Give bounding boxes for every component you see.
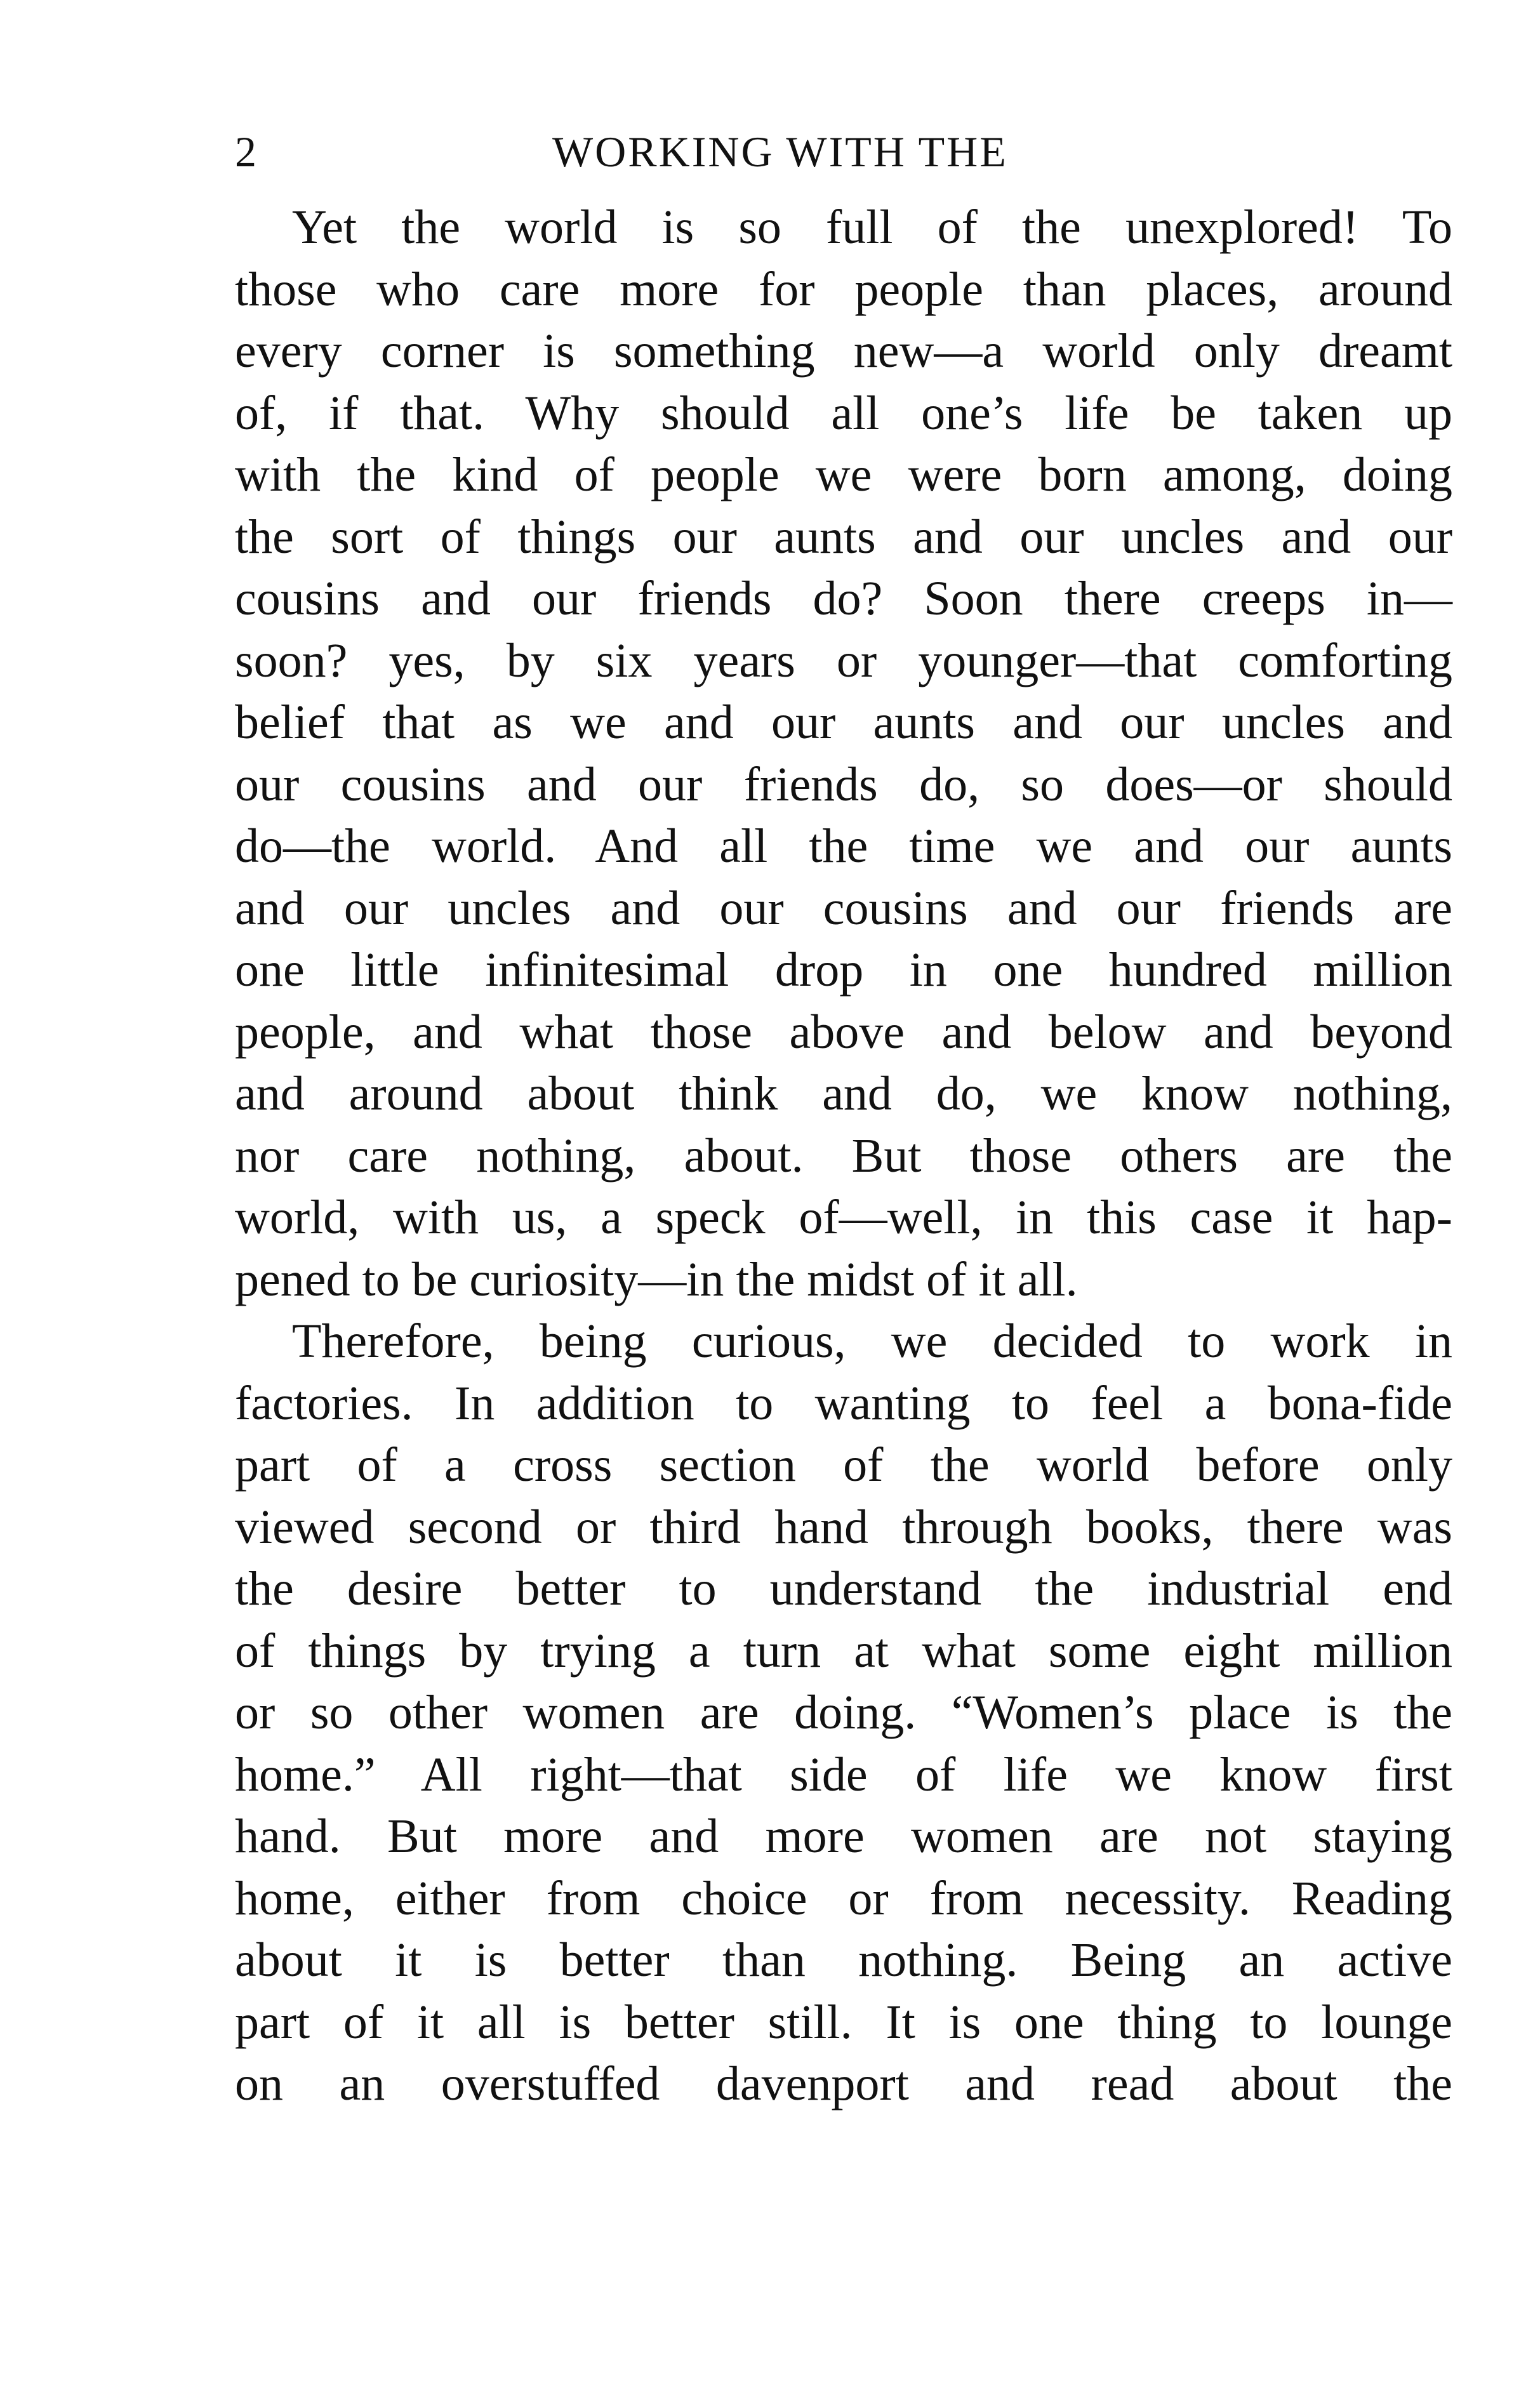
text-line: and our uncles and our cousins and our friends are [235,881,1452,935]
text-line: part of it all is better still. It is one thing to lounge [235,1995,1452,2049]
text-line: Yet the world is so full of the unexplored! To [292,201,1452,254]
text-line: soon? yes, by six years or younger—that comforting [235,633,1452,687]
text-line: viewed second or third hand through books, there was [235,1500,1452,1554]
text-line: cousins and our friends do? Soon there creeps in— [235,572,1452,625]
text-line: do—the world. And all the time we and our aunts [235,819,1452,873]
text-line: about it is better than nothing. Being an active [235,1933,1452,1987]
text-line: and around about think and do, we know nothing, [235,1067,1452,1120]
text-line: pened to be curiosity—in the midst of it all. [235,1252,1078,1306]
text-line: those who care more for people than places, around [235,262,1452,316]
text-line: one little infinitesimal drop in one hundred million [235,943,1452,997]
text-line: of things by trying a turn at what some eight million [235,1624,1452,1678]
text-line: Therefore, being curious, we decided to work in [292,1315,1452,1368]
text-line: our cousins and our friends do, so does—or should [235,757,1452,811]
text-line: part of a cross section of the world before only [235,1438,1452,1492]
text-line: the sort of things our aunts and our uncles and our [235,510,1452,564]
body-text [235,197,1452,2116]
text-line: hand. But more and more women are not staying [235,1810,1452,1863]
paragraph-2 [235,1311,1452,2116]
running-head [235,127,1452,197]
text-line: world, with us, a speck of—well, in this case it hap- [235,1191,1452,1244]
text-line: nor care nothing, about. But those others are the [235,1129,1452,1183]
text-line: the desire better to understand the industrial end [235,1562,1452,1615]
running-head-title: WORKING WITH THE [552,128,1008,176]
page-number: 2 [235,128,258,176]
text-line: of, if that. Why should all one’s life be taken up [235,386,1452,440]
text-line: people, and what those above and below and beyond [235,1005,1452,1059]
text-line: factories. In addition to wanting to feel a bona-fide [235,1376,1452,1430]
book-page [235,127,1452,2116]
paragraph-1 [235,197,1452,1311]
text-line: on an overstuffed davenport and read about the [235,2057,1452,2110]
text-line: belief that as we and our aunts and our uncles and [235,696,1452,749]
text-line: with the kind of people we were born among, doing [235,448,1452,501]
text-line: or so other women are doing. “Women’s place is the [235,1686,1452,1739]
text-line: home.” All right—that side of life we know first [235,1747,1452,1801]
text-line: home, either from choice or from necessity. Reading [235,1871,1452,1925]
text-line: every corner is something new—a world only dreamt [235,324,1452,378]
